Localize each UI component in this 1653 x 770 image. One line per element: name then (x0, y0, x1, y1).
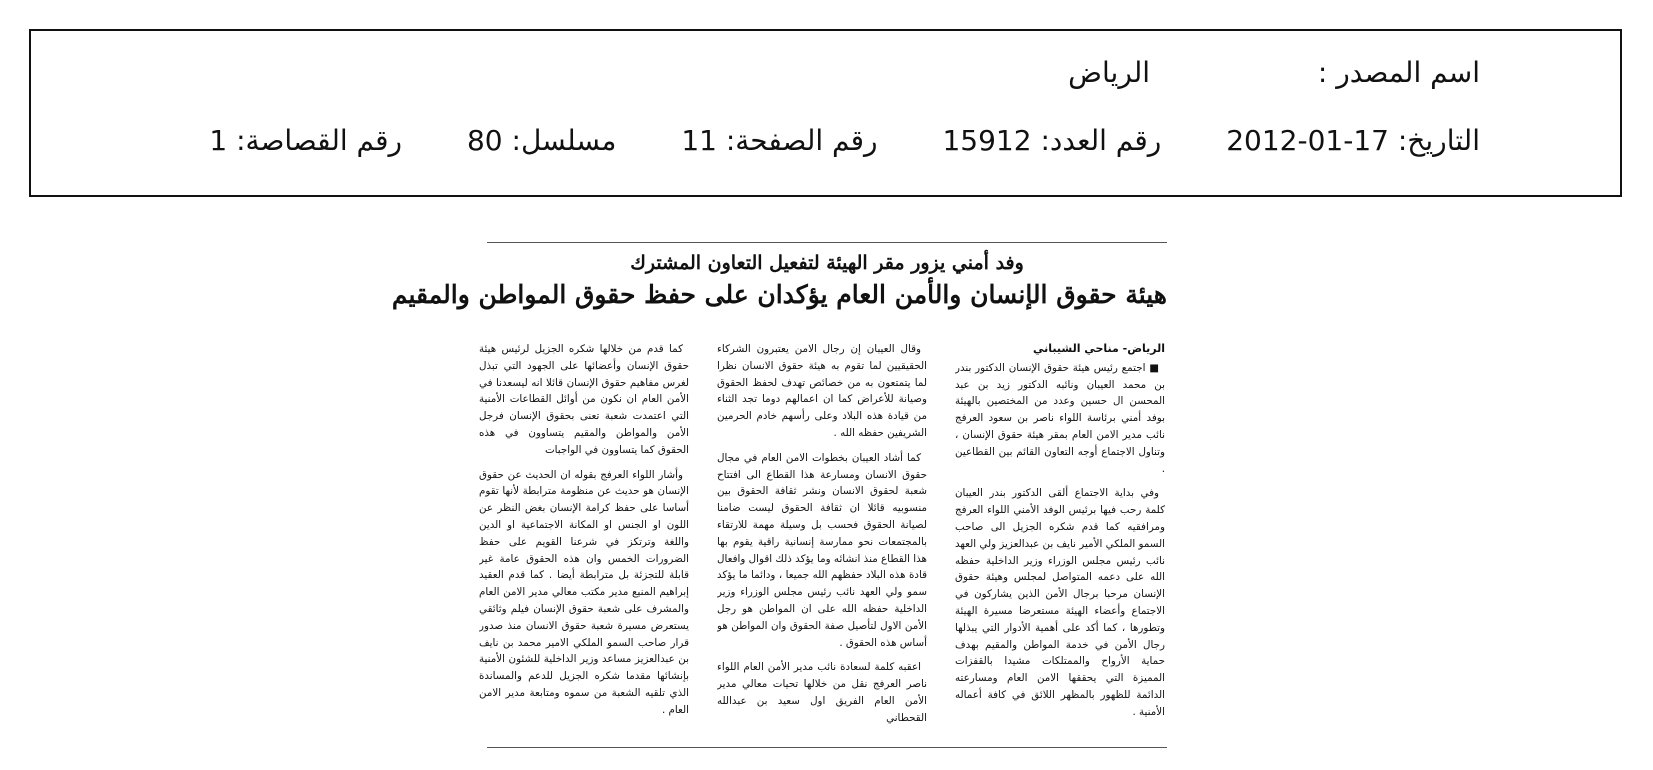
clipping-value: 1 (209, 124, 228, 157)
article-column-1 (955, 341, 1165, 741)
meta-row (209, 123, 1480, 159)
serial-field (467, 123, 616, 159)
article-paragraph: كما قدم من خلالها شكره الجزيل لرئيس هيئة حقوق الإنسان وأعضائها على الجهود التي تبذل لغرس مفاهيم حقوق الإنسان قائلا انه ليسعدنا في الأمن العام ان نكون من أوائل القطاعات الأمنية التي اعتمدت شعبة تعنى بحقوق الإنسان فرجل الأمن والمواطن والمقيم يتساوون في هذه الحقوق كما يتساوون في الواجبات (479, 343, 689, 456)
clipping-field (209, 123, 402, 159)
source-label: اسم المصدر : (1317, 56, 1480, 89)
date-field (1226, 123, 1480, 159)
date-label: التاريخ: (1397, 124, 1480, 157)
article-paragraph: اعقبه كلمة لسعادة نائب مدير الأمن العام اللواء ناصر العرفج نقل من خلالها تحيات معالي مدير الأمن العام الفريق اول سعيد بن عبدالله القحطاني (717, 661, 927, 724)
article-paragraph: ■ اجتمع رئيس هيئة حقوق الإنسان الدكتور بندر بن محمد العيبان ونائبه الدكتور زيد بن عبد المحسن ال حسين وعدد من المختصين بالهيئة بوفد أمني برئاسة اللواء ناصر بن سعود العرفج نائب مدير الامن العام بمقر هيئة حقوق الإنسان ، وتناول الاجتماع أوجه التعاون القائم بين القطاعين . (955, 361, 1165, 475)
page-value: 11 (681, 124, 717, 157)
article-paragraph: وقال العيبان إن رجال الامن يعتبرون الشركاء الحقيقيين لما تقوم به هيئة حقوق الانسان نظرا لما يتمتعون به من خصائص تهدف لحفظ الحقوق وصيانة للأعراض كما ان اعمالهم دوما تجد الثناء من قيادة هذه البلاد وعلى رأسهم خادم الحرمين الشريفين حفظه الله . (717, 343, 927, 439)
source-row (1068, 55, 1480, 91)
article-paragraph: كما أشاد العيبان بخطوات الامن العام في مجال حقوق الانسان ومسارعة هذا القطاع الى افتتاح شعبة لحقوق الانسان ونشر ثقافة الحقوق بين منسوبيه قائلا ان ثقافة الحقوق ليست ضامنا لصيانة الحقوق فحسب بل وسيلة مهمة للارتقاء بالمجتمعات نحو ممارسة إنسانية راقية يقوم بها هذا القطاع منذ انشائه وما يؤكد ذلك اقوال وافعال قادة هذه البلاد حفظهم الله جميعا ، ودائما ما يؤكد سمو ولي العهد نائب رئيس مجلس الوزراء وزير الداخلية حفظه الله على ان المواطن هو رجل الأمن الاول لتأصيل صفة الحقوق وان المواطن هو أساس هذه الحقوق . (717, 451, 927, 649)
article-byline: الرياض- مناحي الشيباني (1033, 342, 1165, 355)
article-paragraph: وفي بداية الاجتماع ألقى الدكتور بندر العيبان كلمة رحب فيها برئيس الوفد الأمني اللواء العرفج ومرافقيه كما قدم شكره الجزيل الى صاحب السمو الملكي الأمير نايف بن عبدالعزيز ولي العهد نائب رئيس مجلس الوزراء وزير الداخلية حفظه الله على دعمه المتواصل لمجلس وهيئة حقوق الإنسان مرحبا برجال الأمن الذين يشاركون في الاجتماع وأعضاء الهيئة مستعرضا مسيرة الهيئة وتطورها ، كما أكد على أهمية الأدوار التي يبذلها رجال الأمن في خدمة المواطن والمقيم بهدف حماية الأرواح والممتلكات مشيدا بالقفزات المميزة التي يحققها الامن العام ومسارعته الدائمة للظهور بالمظهر اللائق في كافة أعماله الأمنية . (955, 487, 1165, 718)
serial-label: مسلسل: (511, 124, 617, 157)
issue-field (942, 123, 1161, 159)
source-value: الرياض (1068, 56, 1151, 89)
issue-label: رقم العدد: (1040, 124, 1162, 157)
issue-value: 15912 (942, 124, 1032, 157)
article-headline: هيئة حقوق الإنسان والأمن العام يؤكدان على حفظ حقوق المواطن والمقيم (391, 280, 1167, 309)
date-value: 2012-01-17 (1226, 124, 1389, 157)
clipping-info-box (29, 29, 1622, 197)
article-paragraph: وأشار اللواء العرفج بقوله ان الحديث عن حقوق الإنسان هو حديث عن منظومة مترابطة لأنها تقوم أساسا على حفظ كرامة الإنسان بغض النظر عن اللون او الجنس او المكانة الاجتماعية او الدين واللغة وترتكز في شرعنا القويم على حفظ الضرورات الخمس وان هذه الحقوق عامة غير قابلة للتجزئة بل مترابطة أيضا . كما قدم العقيد إبراهيم المنيع مدير مكتب معالي مدير الامن العام والمشرف على شعبة حقوق الإنسان فيلم وثائقي يستعرض مسيرة شعبة حقوق الانسان منذ صدور قرار صاحب السمو الملكي الامير محمد بن نايف بن عبدالعزيز مساعد وزير الداخلية للشئون الأمنية بإنشائها مقدما شكره الجزيل للدعم والمساندة الذي تلقيه الشعبة من سموه ومتابعة مدير الامن العام . (479, 468, 689, 716)
article-kicker: وفد أمني يزور مقر الهيئة لتفعيل التعاون المشترك (630, 252, 1024, 274)
page-field (681, 123, 877, 159)
clipping-label: رقم القصاصة: (236, 124, 403, 157)
article-column-3 (479, 341, 689, 741)
serial-value: 80 (466, 124, 503, 157)
page-label: رقم الصفحة: (725, 124, 878, 157)
article-column-2 (717, 341, 927, 741)
newspaper-clipping (391, 242, 1167, 748)
